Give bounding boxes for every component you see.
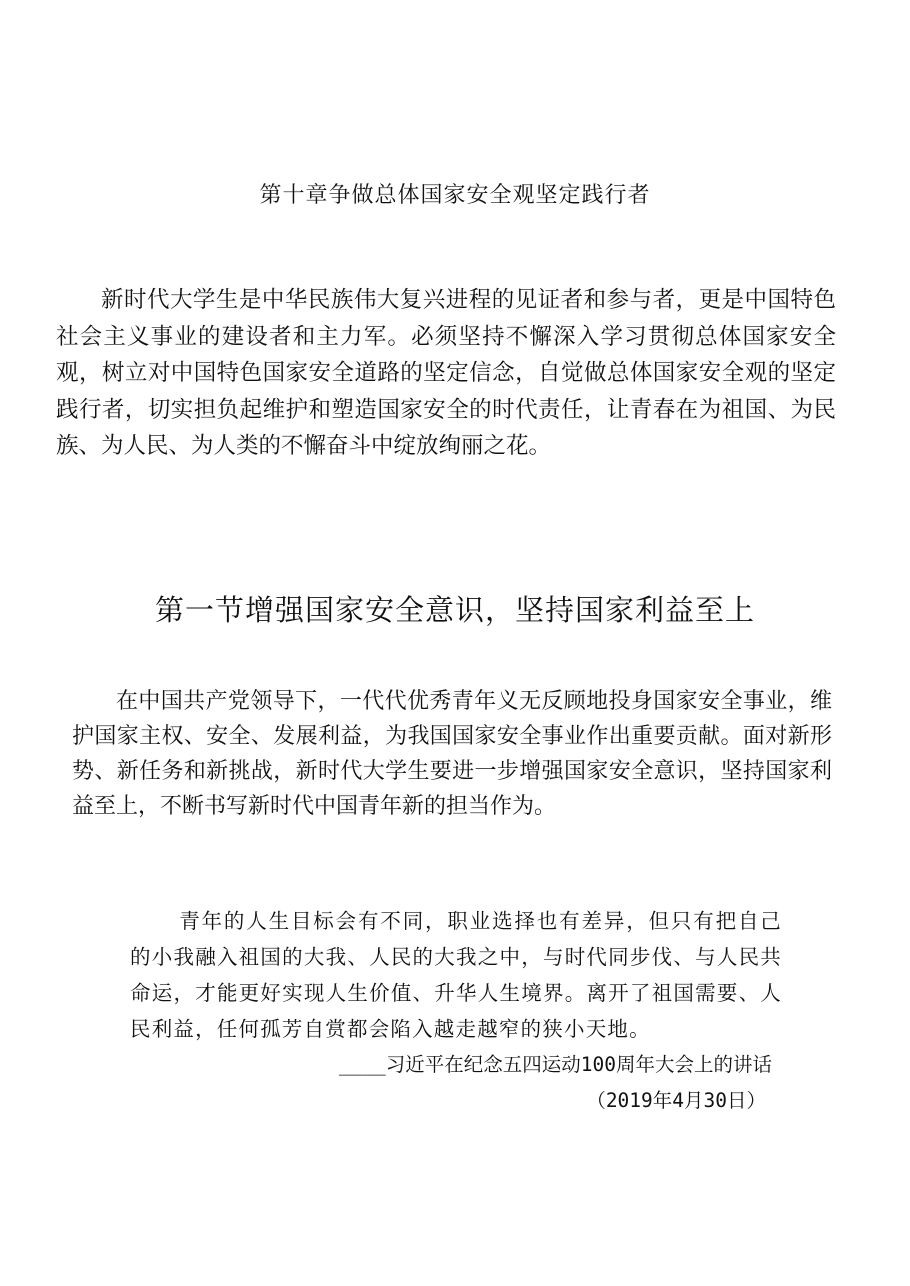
section-title: 第一节增强国家安全意识，坚持国家利益至上 [154,593,755,627]
intro-paragraph: 新时代大学生是中华民族伟大复兴进程的见证者和参与者，更是中国特色社会主义事业的建设者和主力军。必须坚持不懈深入学习贯彻总体国家安全观，树立对中国特色国家安全道路的坚定信念，自觉做总体国家安全观的坚定践行者，切实担负起维护和塑造国家安全的时代责任，让青春在为祖国、为民族、为人民、为人类的不懈奋斗中绽放绚丽之花。 [56,287,836,459]
quote-text: 青年的人生目标会有不同，职业选择也有差异，但只有把自己的小我融入祖国的大我、人民的大我之中，与时代同步伐、与人民共命运，才能更好实现人生价值、升华人生境界。离开了祖国需要、人民利益，任何孤芳自赏都会陷入越走越窄的狭小天地。 [130,909,782,1041]
quote-source: ____习近平在纪念五四运动100周年大会上的讲话 [338,1053,772,1076]
quote-block [130,903,782,1119]
chapter-title: 第十章争做总体国家安全观坚定践行者 [259,183,651,208]
quote-date: （2019年4月30日） [586,1089,766,1112]
section-body-paragraph: 在中国共产党领导下，一代代优秀青年义无反顾地投身国家安全事业，维护国家主权、安全、发展利益，为我国国家安全事业作出重要贡献。面对新形势、新任务和新挑战，新时代大学生要进一步增强国家安全意识，坚持国家利益至上，不断书写新时代中国青年新的担当作为。 [72,689,832,819]
